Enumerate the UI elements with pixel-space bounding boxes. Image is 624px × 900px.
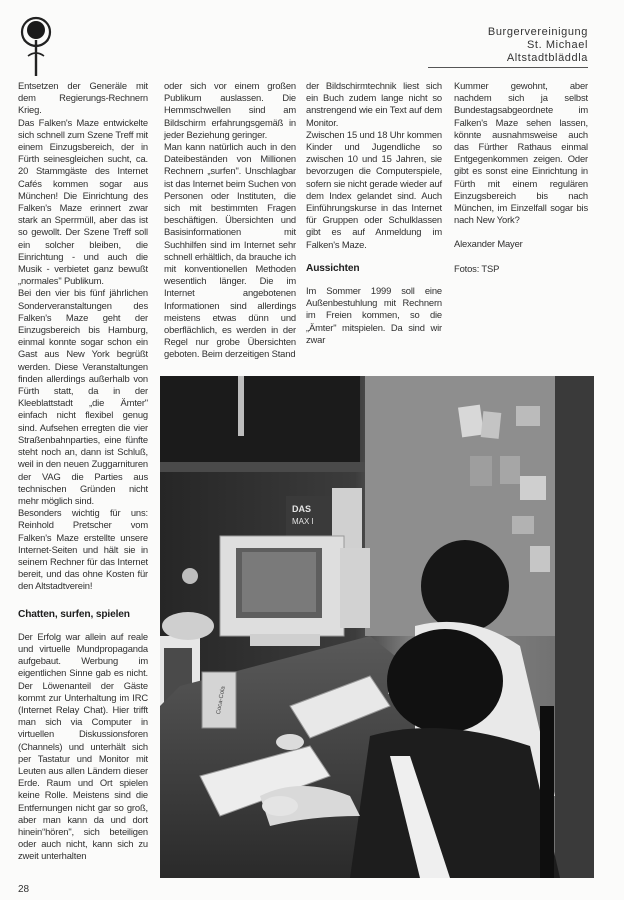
paragraph: Der Erfolg war allein auf reale und virtuelle Mundpropaganda aufgebaut. Werbung im eigentlichen Sinne gab es nicht. Der Löwenanteil der Gäste kommt zur Unterhaltung im IRC (Internet Relay Chat). Hier trifft man sich via Computer in virtuellen Diskussionsforen (Channels) und unterhält sich per Tastatur und Monitor mit Leuten aus allen Ländern dieser Erde. Raum und Ort spielen keine Rolle. Meistens sind die Entfernungen nicht gar so groß, aber man kann da und dort hinein“hören", sich beteiligen oder auch nicht, kann sich zu zweit unterhalten: [18, 630, 148, 862]
page-number: 28: [18, 884, 30, 895]
association-logo: [16, 16, 56, 78]
paragraph: Das Falken's Maze entwickelte sich schnell zum Szene Treff mit einem Einzugsbereich, der in Fürth seinesgleichen sucht, ca. 20 Stammgäste des Internet Cafés kommen sogar aus München! Die Einrichtung des Falken's Maze erinnert zwar stark an Sperrmüll, aber das ist so gewollt. Der Szene Treff soll ein solcher bleiben, die Einrichtung - und auch die Musik - verbietet ganz bewußt „normales" Publikum.: [18, 116, 148, 287]
poster-text-1: DAS: [292, 504, 312, 514]
paragraph: Kummer gewohnt, aber nachdem sich ja selbst Bundestagsabgeordnete im Falken's Maze sehen lassen, könnte ausnahmsweise auch das Fürther Rathaus einmal Entgegenkommen zeigen. Oder gibt es sonst eine Einrichtung in Fürth mit einem regulären Einzugsbereich bis nach München, im Einzelfall sogar bis nach New York?: [454, 80, 588, 226]
article-column-1: [18, 80, 148, 863]
article-column-2: [164, 80, 296, 361]
paragraph: Zwischen 15 und 18 Uhr kommen Kinder und Jugendliche so zwischen 10 und 15 Jahren, sie bevorzugen die Computerspiele, sofern sie nicht gerade wieder auf dem Index gelandet sind. Auch Einführungskurse in das Internet für Gruppen oder Schulklassen gibt es auf Anmeldung im Falken's Maze.: [306, 128, 442, 250]
header-line-1: Burgervereinigung: [487, 26, 588, 38]
paragraph: Entsetzen der Generäle mit dem Regierungs-Rechnern Krieg.: [18, 80, 148, 116]
paragraph: der Bildschirmtechnik liest sich ein Buch zudem lange nicht so anstrengend wie ein Text auf dem Monitor.: [306, 80, 442, 128]
header-rule: [428, 67, 588, 68]
paragraph: Man kann natürlich auch in den Dateibeständen von Millionen Rechnern „surfen". Unschlagbar ist das Internet beim Suchen von Personen oder Instituten, die sich mit bestimmten Fragen beschäftigen. Übersichten und Basisinformationen mit Suchhilfen sind im Internet sehr schnell erhältlich, da brauche ich mit konventionellen Methoden wesentlich länger. Die im Internet angebotenen Informationen sind allerdings meistens etwas dünn und oberflächlich, es werden in der Regel nur grobe Übersichten geboten. Beim derzeitigen Stand: [164, 141, 296, 360]
cafe-photo: [160, 376, 594, 878]
paragraph: Im Sommer 1999 soll eine Außenbestuhlung mit Rechnern im Freien kommen, so die „Ämter" mitspielen. Da sind wir zwar: [306, 285, 442, 345]
paragraph: Besonders wichtig für uns: Reinhold Pretscher vom Falken's Maze erstellte unsere Internet-Seiten und hält sie in seinem Rechner für das Internet bereit, und das ohne Kosten für den Altstadtverein!: [18, 507, 148, 592]
paragraph: oder sich vor einem großen Publikum auslassen. Die Hemmschwellen sind am Bildschirm erfahrungsgemäß in jeder Beziehung geringer.: [164, 80, 296, 140]
poster-text-2: MAX I: [292, 517, 314, 526]
article-column-4: [454, 80, 588, 275]
author-name: Alexander Mayer: [454, 238, 523, 250]
section-heading-aussichten: Aussichten: [306, 262, 360, 274]
header-line-3: Altstadtbläddla: [506, 52, 588, 64]
cup-text: Coca-Cola: [215, 685, 227, 715]
publication-header: [428, 26, 588, 68]
header-line-2: St. Michael: [526, 39, 588, 51]
photo-credit: Fotos: TSP: [454, 262, 500, 274]
article-column-3: [306, 80, 442, 346]
section-heading-chatten: Chatten, surfen, spielen: [18, 608, 130, 620]
paragraph: Bei den vier bis fünf jährlichen Sonderveranstaltungen des Falken's Maze geht der Einzugsbereich bis Hamburg, einmal konnte sogar schon ein Gast aus New York begrüßt werden. Diese Veranstaltungen finden allerdings außerhalb von Fürth statt, da in der Kleeblattstadt „die Ämter" einfach nicht flexibel genug sind. Aufsehen erregten die vier Straßenbahnparties, eine fünfte steht noch an, dann ist Schluß, weil in den neuen Zuggarnituren der VAG die Parties aus technischen Gründen nicht mehr möglich sind.: [18, 287, 148, 506]
